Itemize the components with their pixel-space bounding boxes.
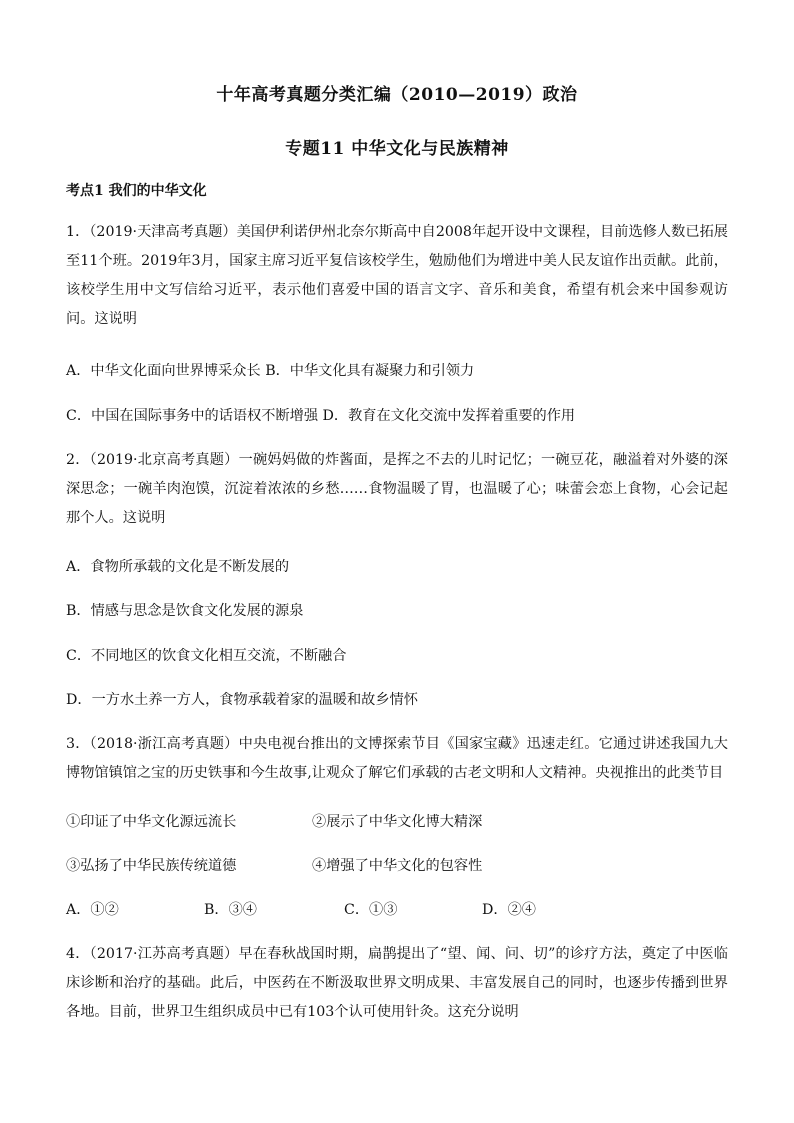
document-subtitle: 专题11 中华文化与民族精神 xyxy=(285,139,509,159)
question-3-option-d: D．②④ xyxy=(482,902,536,918)
question-2-stem: 2．（2019·北京高考真题）一碗妈妈做的炸酱面，是挥之不去的儿时记忆；一碗豆花，融溢着对外婆的深深思念；一碗羊肉泡馍，沉淀着浓浓的乡愁……食物温暖了胃，也温暖了心；味蕾会恋上食物，心会记起那个人。这说明 xyxy=(66,452,728,526)
question-3-statement-1: ①印证了中华文化源远流长 xyxy=(66,814,237,830)
question-1-stem: 1．（2019·天津高考真题）美国伊利诺伊州北奈尔斯高中自2008年起开设中文课程，目前选修人数已拓展至11个班。2019年3月，国家主席习近平复信该校学生，勉励他们为增进中美人民友谊作出贡献。此前，该校学生用中文写信给习近平，表示他们喜爱中国的语言文字、音乐和美食，希望有机会来中国参观访问。这说明 xyxy=(66,224,728,327)
question-3-statement-4: ④增强了中华文化的包容性 xyxy=(312,858,483,874)
question-3-statement-2: ②展示了中华文化博大精深 xyxy=(312,814,483,830)
question-3-option-b: B．③④ xyxy=(204,902,257,918)
question-4-stem: 4．（2017·江苏高考真题）早在春秋战国时期，扁鹊提出了“望、闻、问、切”的诊疗方法，奠定了中医临床诊断和治疗的基础。此后，中医药在不断汲取世界文明成果、丰富发展自己的同时，也逐步传播到世界各地。目前，世界卫生组织成员中已有103个认可使用针灸。这充分说明 xyxy=(66,946,728,1020)
question-2-option-b: B．情感与思念是饮食文化发展的源泉 xyxy=(66,603,304,619)
question-3-stem: 3．（2018·浙江高考真题）中央电视台推出的文博探索节目《国家宝藏》迅速走红。它通过讲述我国九大博物馆镇馆之宝的历史铁事和今生故事,让观众了解它们承载的古老文明和人文精神。央视推出的此类节目 xyxy=(66,736,728,781)
question-3-option-c: C．①③ xyxy=(344,902,398,918)
question-1-options-ab: A．中华文化面向世界博采众长 B．中华文化具有凝聚力和引领力 xyxy=(66,363,475,379)
question-3-statement-3: ③弘扬了中华民族传统道德 xyxy=(66,858,237,874)
document-title: 十年高考真题分类汇编（2010—2019）政治 xyxy=(216,85,578,105)
section-heading: 考点1 我们的中华文化 xyxy=(66,183,207,199)
question-2-option-a: A．食物所承载的文化是不断发展的 xyxy=(66,559,290,575)
question-2-option-c: C．不同地区的饮食文化相互交流，不断融合 xyxy=(66,648,347,664)
question-2-option-d: D．一方水土养一方人，食物承载着家的温暖和故乡情怀 xyxy=(66,692,418,708)
question-3-option-a: A．①② xyxy=(66,902,119,918)
question-1-options-cd: C．中国在国际事务中的话语权不断增强 D．教育在文化交流中发挥着重要的作用 xyxy=(66,408,576,424)
